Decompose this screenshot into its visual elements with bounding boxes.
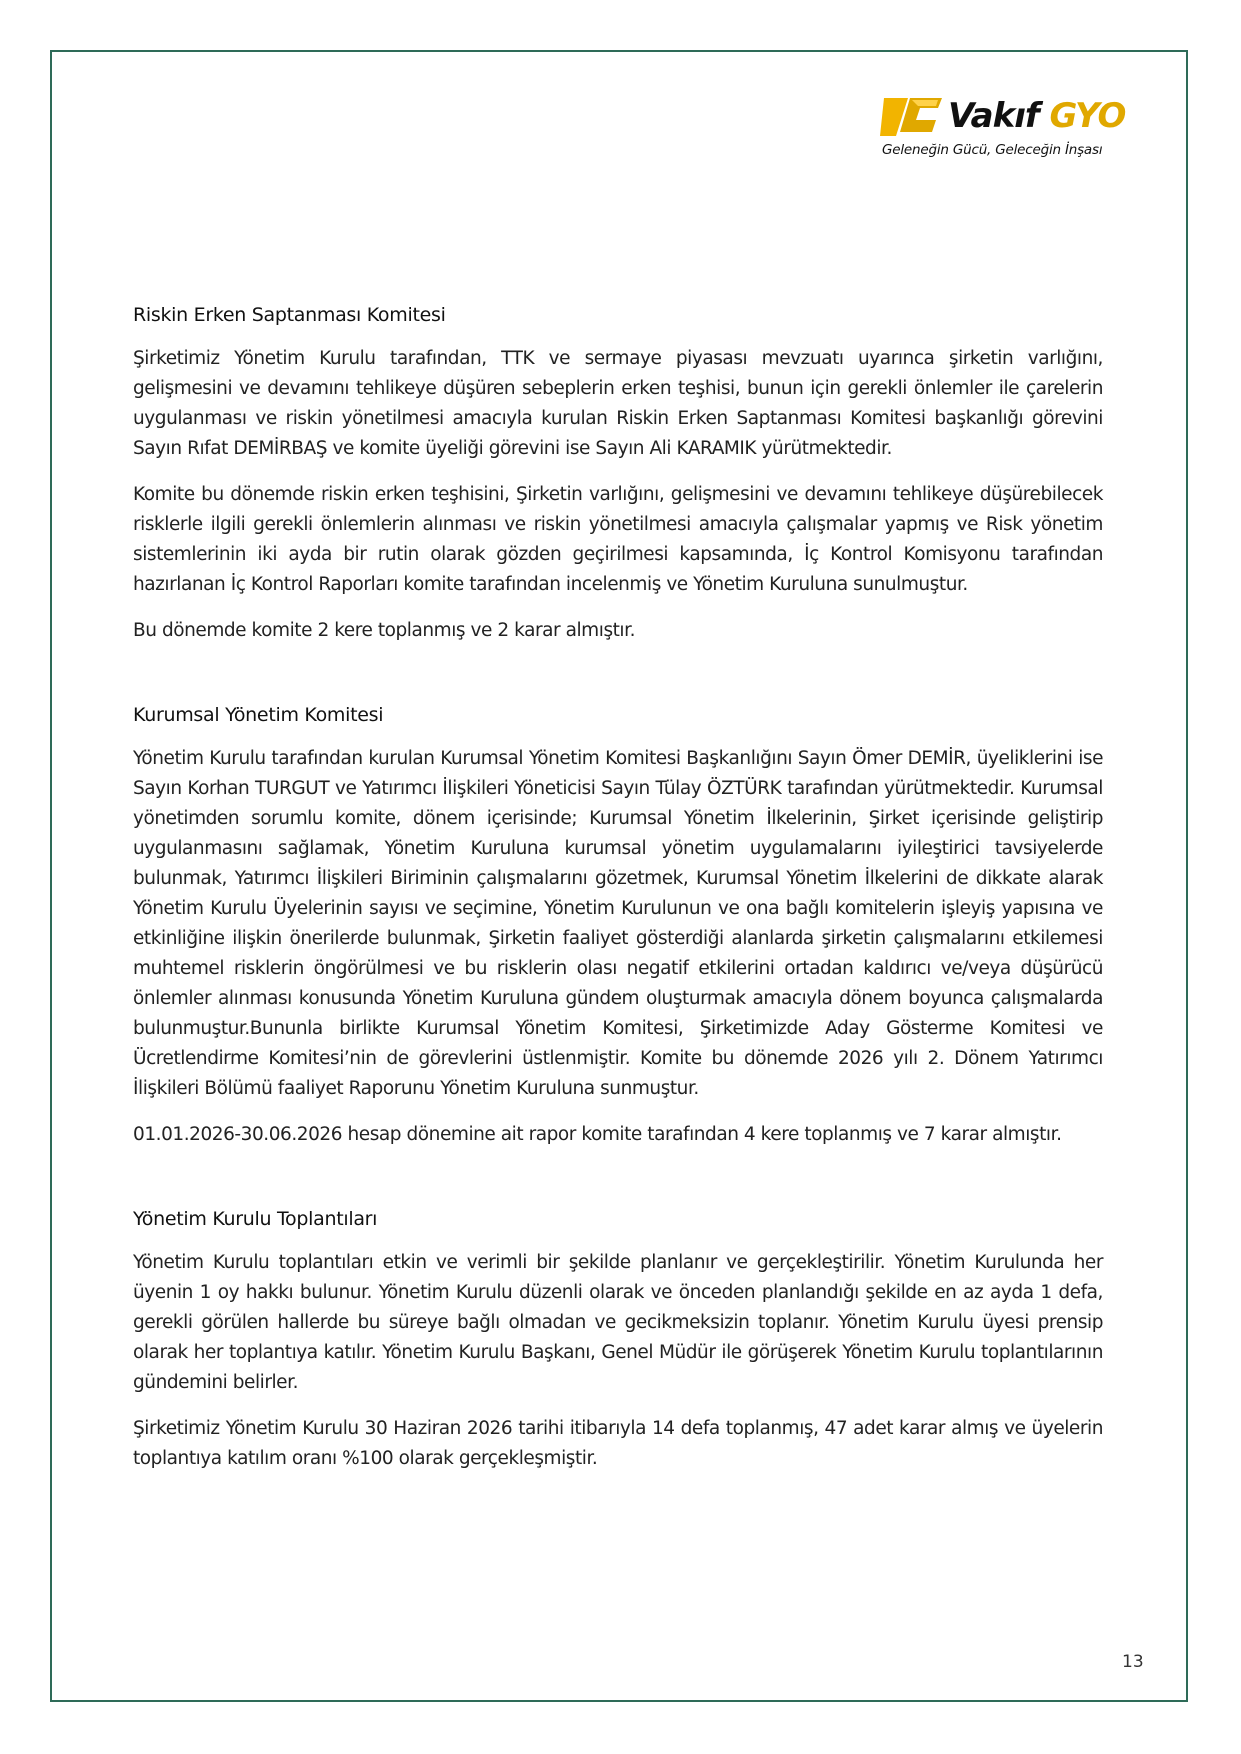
section-riskin-erken-saptanmasi: [133, 300, 1103, 646]
paragraph: Komite bu dönemde riskin erken teşhisini, Şirketin varlığını, gelişmesini ve devamını tehlikeye düşürebilecek risklerle ilgili gerekli önlemlerin alınması ve riskin yönetilmesi amacıyla çalışmalar yapmış ve Risk yönetim sistemlerinin iki ayda bir rutin olarak gözden geçirilmesi kapsamında, İç Kontrol Komisyonu tarafından hazırlanan İç Kontrol Raporları komite tarafından incelenmiş ve Yönetim Kuruluna sunulmuştur.: [133, 484, 1103, 595]
paragraph: Bu dönemde komite 2 kere toplanmış ve 2 karar almıştır.: [133, 620, 636, 641]
main-content: [133, 300, 1103, 1490]
section-yonetim-kurulu-toplantilari: [133, 1204, 1103, 1474]
section-title: Riskin Erken Saptanması Komitesi: [133, 304, 446, 326]
paragraph: Şirketimiz Yönetim Kurulu 30 Haziran 2026 tarihi itibarıyla 14 defa toplanmış, 47 adet karar almış ve üyelerin toplantıya katılım oranı %100 olarak gerçekleşmiştir.: [133, 1418, 1103, 1469]
paragraph: Yönetim Kurulu tarafından kurulan Kurumsal Yönetim Komitesi Başkanlığını Sayın Ömer DEMİR, üyeliklerini ise Sayın Korhan TURGUT ve Yatırımcı İlişkileri Yöneticisi Sayın Tülay ÖZTÜRK tarafından yürütmektedir. Kurumsal yönetimden sorumlu komite, dönem içerisinde; Kurumsal Yönetim İlkelerinin, Şirket içerisinde geliştirip uygulanmasını sağlamak, Yönetim Kuruluna kurumsal yönetim uygulamalarını iyileştirici tavsiyelerde bulunmak, Yatırımcı İlişkileri Biriminin çalışmalarını gözetmek, Kurumsal Yönetim İlkelerini de dikkate alarak Yönetim Kurulu Üyelerinin sayısı ve seçimine, Yönetim Kurulunun ve ona bağlı komitelerin işleyiş yapısına ve etkinliğine ilişkin önerilerde bulunmak, Şirketin faaliyet gösterdiği alanlarda şirketin çalışmalarını etkilemesi muhtemel risklerin öngörülmesi ve bu risklerin olası negatif etkilerini ortadan kaldırıcı ve/veya düşürücü önlemler alınması konusunda Yönetim Kuruluna gündem oluşturmak amacıyla dönem boyunca çalışmalarda bulunmuştur.Bununla birlikte Kurumsal Yönetim Komitesi, Şirketimizde Aday Gösterme Komitesi ve Ücretlendirme Komitesi’nin de görevlerini üstlenmiştir. Komite bu dönemde 2026 yılı 2. Dönem Yatırımcı İlişkileri Bölümü faaliyet Raporunu Yönetim Kuruluna sunmuştur.: [133, 748, 1103, 1099]
paragraph: Şirketimiz Yönetim Kurulu tarafından, TTK ve sermaye piyasası mevzuatı uyarınca şirketin varlığını, gelişmesini ve devamını tehlikeye düşüren sebeplerin erken teşhisi, bunun için gerekli önlemler ile çarelerin uygulanması ve riskin yönetilmesi amacıyla kurulan Riskin Erken Saptanması Komitesi başkanlığı görevini Sayın Rıfat DEMİRBAŞ ve komite üyeliği görevini ise Sayın Ali KARAMIK yürütmektedir.: [133, 348, 1103, 459]
section-kurumsal-yonetim: [133, 700, 1103, 1150]
paragraph: Yönetim Kurulu toplantıları etkin ve verimli bir şekilde planlanır ve gerçekleştirilir. Yönetim Kurulunda her üyenin 1 oy hakkı bulunur. Yönetim Kurulu düzenli olarak ve önceden planlandığı şekilde en az ayda 1 defa, gerekli görülen hallerde bu süreye bağlı olmadan ve gecikmeksizin toplanır. Yönetim Kurulu üyesi prensip olarak her toplantıya katılır. Yönetim Kurulu Başkanı, Genel Müdür ile görüşerek Yönetim Kurulu toplantılarının gündemini belirler.: [133, 1252, 1103, 1393]
page-number: 13: [1122, 1652, 1144, 1672]
logo-tagline: Geleneğin Gücü, Geleceğin İnşası: [882, 142, 1103, 158]
section-title: Kurumsal Yönetim Komitesi: [133, 704, 384, 726]
section-title: Yönetim Kurulu Toplantıları: [133, 1208, 378, 1230]
logo-name-gyo: GYO: [1049, 96, 1126, 136]
logo-wordmark: [948, 96, 1125, 136]
logo-name-vakif: Vakıf: [948, 96, 1039, 136]
company-logo: [880, 96, 1126, 166]
paragraph: 01.01.2026-30.06.2026 hesap dönemine ait rapor komite tarafından 4 kere toplanmış ve 7 karar almıştır.: [133, 1124, 1062, 1145]
vakif-logo-icon: [880, 98, 942, 136]
